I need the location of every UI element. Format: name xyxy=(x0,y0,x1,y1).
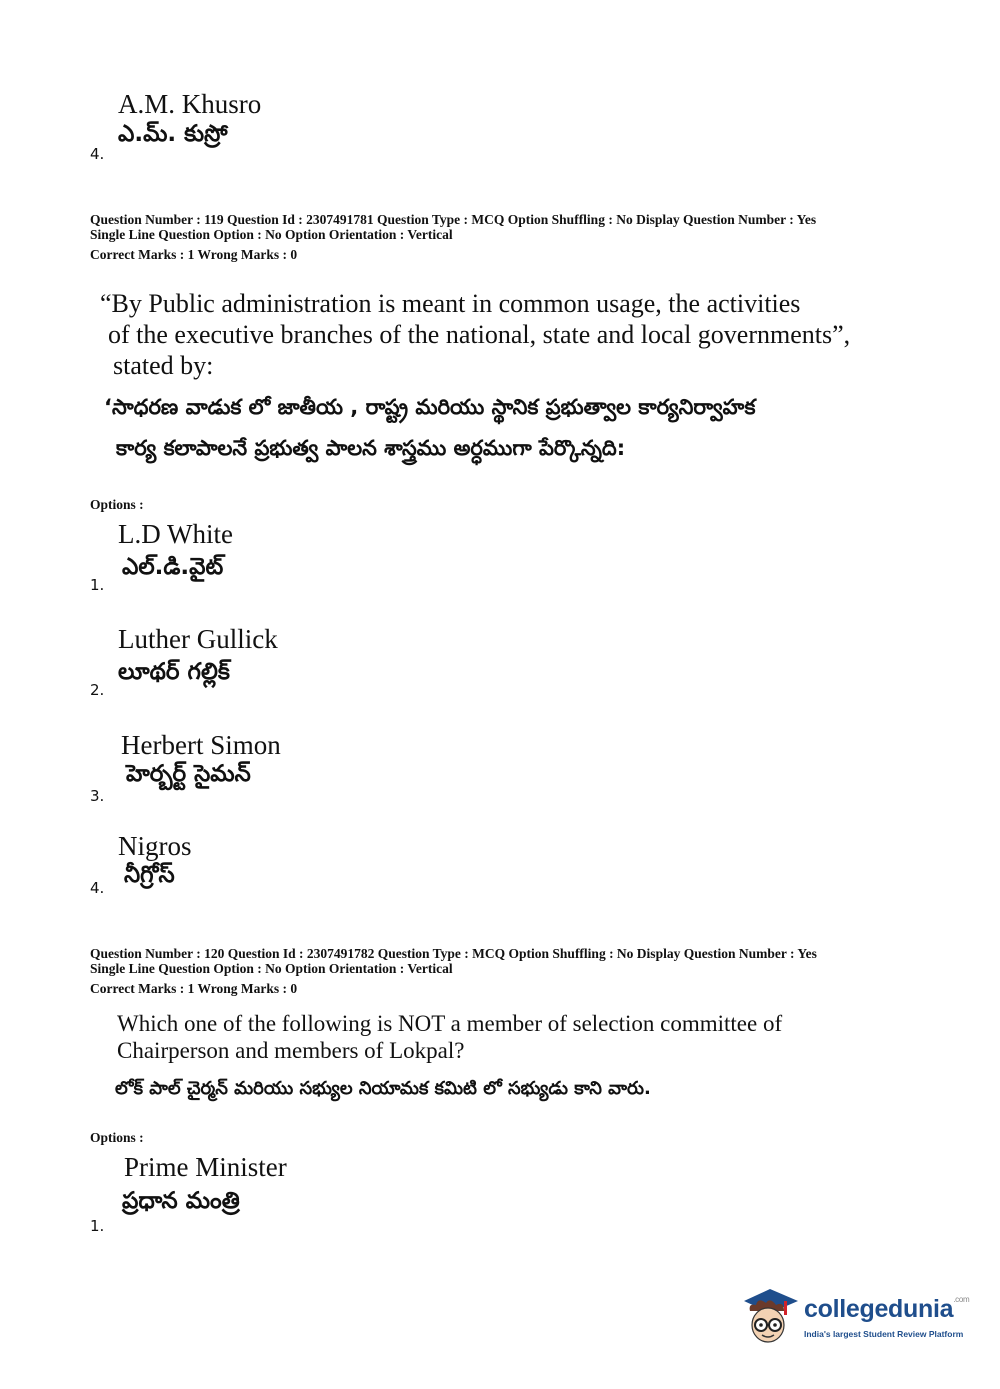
q119-meta-line2: Single Line Question Option : No Option Orientation : Vertical xyxy=(90,227,453,242)
q119-options-label: Options : xyxy=(90,497,144,512)
q119-question-te-line2: కార్య కలాపాలనే ప్రభుత్వ పాలన శాస్త్రము అర్ధముగా పేర్కొన్నది: xyxy=(116,436,626,460)
q120-option-1-telugu: ప్రధాన మంత్రి xyxy=(122,1188,240,1214)
logo-name: collegedunia xyxy=(804,1295,954,1323)
q119-option-2-english: Luther Gullick xyxy=(118,624,278,654)
q120-question-te: లోక్ పాల్ చైర్మన్ మరియు సభ్యుల నియామక కమిటి లో సభ్యుడు కాని వారు. xyxy=(115,1078,651,1099)
q119-option-4-telugu: నీగ్రోస్ xyxy=(124,862,175,888)
q119-option-4-number: 4. xyxy=(90,879,105,897)
q119-question-te-line1: ‘సాధరణ వాడుక లో జాతీయ , రాష్ట్ర మరియు స్థానిక ప్రభుత్వాల కార్యనిర్వాహక xyxy=(104,395,756,419)
q120-meta-line3: Correct Marks : 1 Wrong Marks : 0 xyxy=(90,981,298,996)
prev-option-4-english: A.M. Khusro xyxy=(118,89,262,119)
prev-option-4-number: 4. xyxy=(90,145,105,163)
q119-option-1-telugu: ఎల్.డి.వైట్ xyxy=(122,554,224,580)
q119-option-2-telugu: లూథర్ గల్లిక్ xyxy=(118,659,230,685)
q120-option-1-number: 1. xyxy=(90,1217,105,1235)
collegedunia-logo xyxy=(740,1283,970,1355)
q119-question-en-line3: stated by: xyxy=(113,351,214,380)
mascot-icon xyxy=(740,1283,802,1355)
q119-option-3-telugu: హెర్బర్ట్ సైమన్ xyxy=(126,761,251,787)
q119-question-en-line1: “By Public administration is meant in common usage, the activities xyxy=(100,289,801,318)
q119-option-1-number: 1. xyxy=(90,576,105,594)
q119-option-4-english: Nigros xyxy=(118,831,192,861)
q120-meta-line1: Question Number : 120 Question Id : 2307491782 Question Type : MCQ Option Shuffling : No Display Question Number : Yes xyxy=(90,946,817,961)
q120-question-en-line2: Chairperson and members of Lokpal? xyxy=(117,1038,465,1063)
q119-option-1-english: L.D White xyxy=(118,519,233,549)
logo-tagline: India's largest Student Review Platform xyxy=(804,1329,964,1339)
q119-meta-line1: Question Number : 119 Question Id : 2307491781 Question Type : MCQ Option Shuffling : No Display Question Number : Yes xyxy=(90,212,817,227)
q119-meta-line3: Correct Marks : 1 Wrong Marks : 0 xyxy=(90,247,298,262)
logo-suffix: .com xyxy=(953,1295,970,1304)
q119-option-3-english: Herbert Simon xyxy=(121,730,281,760)
q120-options-label: Options : xyxy=(90,1130,144,1145)
q119-option-2-number: 2. xyxy=(90,681,105,699)
q119-option-3-number: 3. xyxy=(90,787,105,805)
q120-option-1-english: Prime Minister xyxy=(124,1152,287,1182)
prev-option-4-telugu: ఎ.మ్. కుస్రో xyxy=(118,121,228,147)
q120-question-en-line1: Which one of the following is NOT a member of selection committee of xyxy=(117,1011,783,1036)
q119-question-en-line2: of the executive branches of the national, state and local governments”, xyxy=(108,320,851,349)
q120-meta-line2: Single Line Question Option : No Option Orientation : Vertical xyxy=(90,961,453,976)
